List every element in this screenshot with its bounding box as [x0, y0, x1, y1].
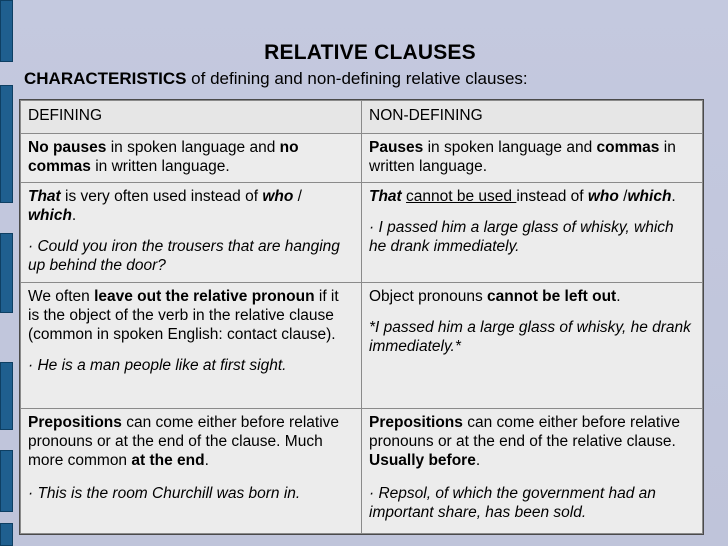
text: .	[475, 451, 481, 469]
text: is very often used instead of	[60, 187, 263, 205]
text: Object pronouns	[369, 287, 488, 305]
subtitle-bold: CHARACTERISTICS	[24, 69, 187, 88]
text-bold: leave out the relative pronoun	[94, 287, 315, 305]
text-bold: Usually before	[369, 451, 476, 469]
header-non-defining: NON-DEFINING	[362, 101, 703, 134]
side-accent-bar	[0, 450, 13, 512]
side-accent-bar	[0, 523, 13, 546]
slide-title: RELATIVE CLAUSES	[264, 41, 476, 64]
example-sentence: · Repsol, of which the government had an important share, has been sold.	[369, 484, 656, 521]
cell-defining-omission	[21, 282, 362, 408]
text-bold-italic: which	[627, 187, 672, 205]
text-underlined: cannot be used	[406, 187, 517, 205]
text-bold: Prepositions	[28, 413, 122, 431]
relative-clauses-table	[20, 100, 703, 534]
text-bold-italic: who	[587, 187, 619, 205]
text-bold: Prepositions	[369, 413, 463, 431]
side-accent-bar	[0, 362, 13, 430]
cell-non-defining-that	[362, 182, 703, 282]
cell-non-defining-prepositions	[362, 408, 703, 533]
text: in spoken language and	[423, 139, 597, 157]
text: .	[671, 187, 676, 205]
cell-defining-pauses	[21, 134, 362, 183]
text-bold-italic: who	[262, 187, 294, 205]
text-bold-italic: That	[28, 187, 61, 205]
text: .	[204, 451, 209, 469]
example-sentence: · He is a man people like at first sight.	[28, 356, 287, 374]
text-bold: Pauses	[369, 139, 424, 157]
side-accent-bar	[0, 85, 13, 203]
text: /	[293, 187, 302, 205]
text-bold: at the end	[131, 451, 205, 469]
slide-subtitle	[24, 69, 528, 89]
text-bold: No pauses	[28, 139, 107, 157]
text-bold-italic: which	[28, 206, 72, 224]
table-row	[21, 408, 703, 533]
table-row	[21, 134, 703, 183]
text-bold: commas	[596, 139, 660, 157]
text-bold-italic: That	[369, 187, 402, 205]
text: in spoken language and	[106, 139, 280, 157]
cell-defining-prepositions	[21, 408, 362, 533]
text-bold: no commas	[28, 139, 299, 176]
table-row	[21, 282, 703, 408]
example-sentence: · Could you iron the trousers that are hanging up behind the door?	[28, 237, 340, 274]
text: /	[618, 187, 628, 205]
side-accent-bar	[0, 233, 13, 313]
text: .	[616, 287, 621, 305]
header-defining: DEFINING	[21, 101, 362, 134]
text-bold: cannot be left out	[487, 287, 617, 305]
example-sentence: · I passed him a large glass of whisky, which he drank immediately.	[369, 218, 674, 255]
text: in written language.	[369, 139, 676, 176]
text: can come either before relative pronouns or at the end of the relative clause.	[369, 413, 681, 450]
text: can come either before relative pronouns or at the end of the clause. Much more common	[28, 413, 340, 469]
cell-non-defining-pauses	[362, 134, 703, 183]
table-header-row	[21, 101, 703, 134]
text: if it is the object of the verb in the relative clause (common in spoken English: contact clause).	[28, 287, 339, 343]
text: instead of	[516, 187, 588, 205]
example-sentence: *I passed him a large glass of whisky, he drank immediately.*	[369, 318, 691, 355]
text: .	[71, 206, 77, 224]
text: We often	[28, 287, 95, 305]
table-row	[21, 182, 703, 282]
cell-defining-that	[21, 182, 362, 282]
text: in written language.	[90, 158, 230, 176]
cell-non-defining-omission	[362, 282, 703, 408]
example-sentence: · This is the room Churchill was born in.	[28, 484, 301, 502]
subtitle-rest: of defining and non-defining relative clauses:	[186, 69, 528, 88]
